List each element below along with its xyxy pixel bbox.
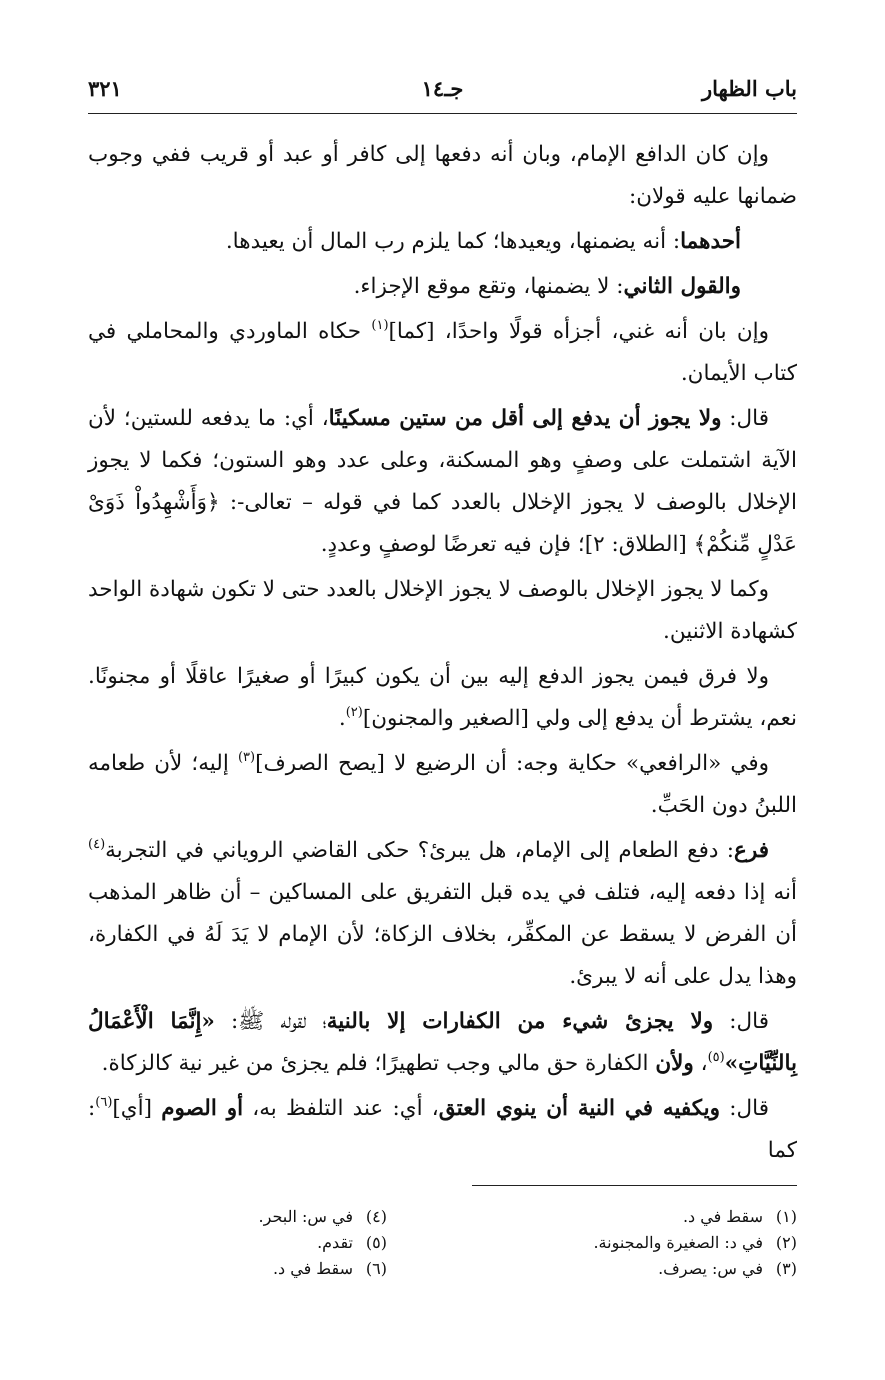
header-divider [88,113,797,114]
bold-phrase: «إِنَّمَا الْأَعْمَالُ بِالنِّيَّاتِ» [88,1009,797,1076]
footnote-ref: (٦) [95,1095,113,1110]
text-run: ؛ لقوله ﷺ: [214,1009,327,1034]
footnote-text: سقط في د. [272,1259,353,1278]
text-run: [أي] [112,1096,162,1121]
text-run: : دفع الطعام إلى الإمام، هل يبرئ؟ حكى القاضي الروياني في التجربة [105,838,735,863]
footnote-ref: (٣) [237,750,256,765]
footnote [467,1230,797,1256]
paragraph [88,134,797,218]
bold-phrase: فرع [734,838,769,863]
paragraph [88,1088,797,1172]
bold-phrase: ولأن [655,1051,694,1076]
text-run: وإن كان الدافع الإمام، وبان أنه دفعها إلى كافر أو عبد أو قريب ففي وجوب ضمانها عليه قولان: [88,142,797,209]
bold-phrase: ولا يجزئ شيء من الكفارات إلا بالنية [326,1009,714,1034]
text-run: وإن بان أنه غني، أجزأه قولًا واحدًا، [كما] [388,319,769,344]
paragraph [88,221,797,263]
paragraph [88,1001,797,1085]
paragraph [88,830,797,998]
footnote [57,1230,387,1256]
text-run: إليه؛ لأن طعامه اللبنُ دون الحَبِّ. [88,751,797,818]
text-run: قال: [713,1009,769,1034]
text-run: أنه إذا دفعه إليه، فتلف في يده قبل التفريق على المساكين – أن ظاهر المذهب أن الفرض لا يسقط عن المكفِّر، بخلاف الزكاة؛ لأن الإمام لا يَدَ لَهُ في الكفارة، وهذا يدل على أنه لا يبرئ. [88,880,797,989]
text-run: قال: [720,1096,769,1121]
footnote-ref: (٢) [345,705,363,720]
bold-phrase: والقول الثاني [623,274,741,299]
text-run: وكما لا يجوز الإخلال بالوصف لا يجوز الإخلال بالعدد حتى لا تكون شهادة الواحد كشهادة الاثنين. [88,577,797,644]
footnotes-column-right [467,1204,797,1282]
footnote-text: في س: يصرف. [658,1259,763,1278]
footnote-text: سقط في د. [682,1207,763,1226]
text-run: الكفارة حق مالي وجب تطهيرًا؛ فلم يجزئ من غير نية كالزكاة. [101,1051,656,1076]
text-run: : أنه يضمنها، ويعيدها؛ كما يلزم رب المال أن يعيدها. [225,229,681,254]
chapter-title: باب الظهار [701,76,797,101]
running-header [88,72,797,108]
footnote-text: تقدم. [317,1233,353,1252]
text-run: وفي «الرافعي» حكاية وجه: أن الرضيع لا [يصح الصرف] [255,751,769,776]
footnote-number: (٦) [365,1259,387,1278]
bold-phrase: أو الصوم [161,1096,244,1121]
text-run: قال: [721,406,769,431]
text-run: : لا يضمنها، وتقع موقع الإجزاء. [353,274,624,299]
bold-phrase: ويكفيه في النية أن ينوي العتق [438,1096,721,1121]
paragraph [88,656,797,740]
text-run: حكاه الماوردي والمحاملي في كتاب الأيمان. [88,319,797,386]
footnote-text: في د: الصغيرة والمجنونة. [593,1233,763,1252]
paragraph [88,266,797,308]
volume-label: جـ١٤ [421,76,464,101]
paragraph [88,311,797,395]
footnote-ref: (٥) [707,1050,725,1065]
text-run: : كما [88,1096,797,1163]
main-text [88,134,797,1172]
paragraph [88,398,797,566]
footnote-number: (٤) [365,1207,387,1226]
text-run: ، أي: عند التلفظ به، [243,1096,439,1121]
footnote [57,1256,387,1282]
footnote-number: (٥) [365,1233,387,1252]
footnote-text: في س: البحر. [258,1207,353,1226]
footnote-ref: (١) [371,318,389,333]
text-run: ، أي: ما يدفعه للستين؛ لأن الآية اشتملت على وصفٍ وهو المسكنة، وعلى عدد وهو الستون؛ فكما لا يجوز الإخلال بالوصف لا يجوز الإخلال بالعدد كما في قوله – تعالى-: ﴿وَأَشْهِدُواْ ذَوَىْ عَدْلٍ مِّنكُمْ﴾ [الطلاق: ٢]؛ فإن فيه تعرضًا لوصفٍ وعددٍ. [88,406,797,557]
bold-phrase: ولا يجوز أن يدفع إلى أقل من ستين مسكينًا [328,406,722,431]
footnote-number: (٢) [775,1233,797,1252]
footnote-number: (٣) [775,1259,797,1278]
text-run: ، [693,1051,708,1076]
footnote-number: (١) [775,1207,797,1226]
text-run: ولا فرق فيمن يجوز الدفع إليه بين أن يكون كبيرًا أو صغيرًا عاقلًا أو مجنونًا. نعم، يشترط أن يدفع إلى ولي [الصغير والمجنون] [88,664,797,731]
footnote [467,1256,797,1282]
footnotes-column-left [57,1204,387,1282]
page-number: ٣٢١ [88,76,122,101]
footnote-divider [472,1185,797,1186]
text-run: . [338,706,346,731]
footnote-ref: (٤) [88,837,106,852]
footnote [57,1204,387,1230]
bold-phrase: أحدهما [680,229,741,254]
paragraph [88,743,797,827]
paragraph [88,569,797,653]
footnote [467,1204,797,1230]
